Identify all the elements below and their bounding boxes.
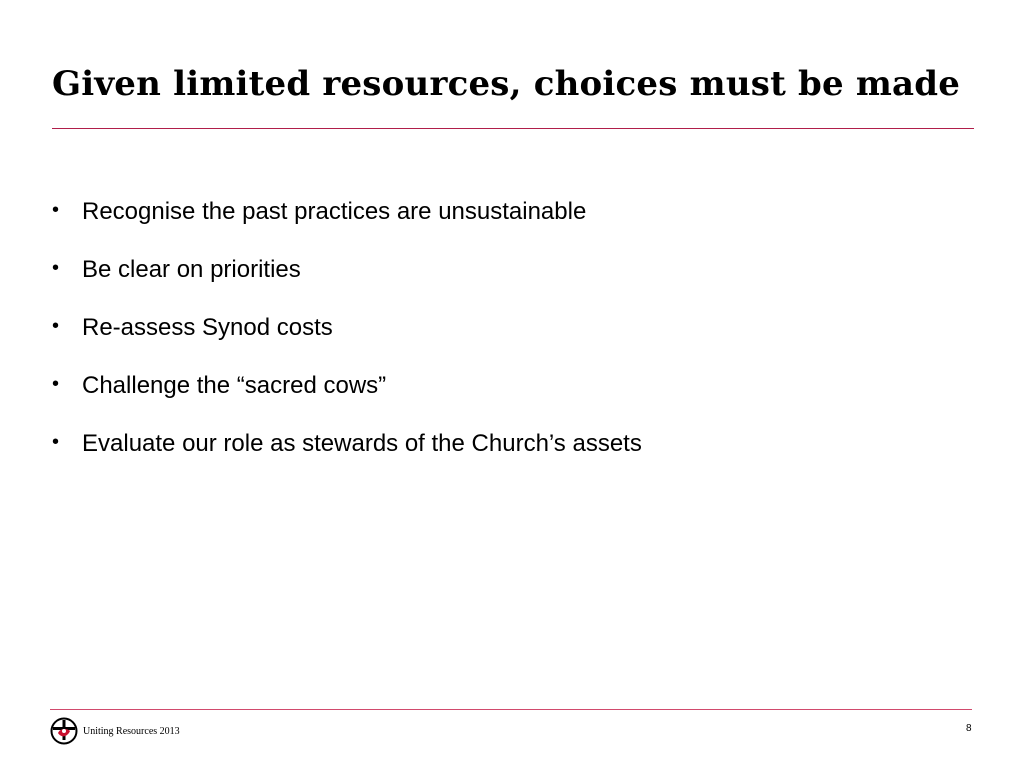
bullet-item	[52, 427, 642, 485]
bullet-text: Evaluate our role as stewards of the Church’s assets	[82, 430, 642, 457]
uniting-church-logo-icon	[50, 717, 78, 745]
bullet-icon: •	[52, 257, 60, 279]
bullet-item	[52, 369, 642, 427]
bullet-icon: •	[52, 431, 60, 453]
bullet-item	[52, 311, 642, 369]
footer-text: Uniting Resources 2013	[83, 726, 180, 737]
title-divider	[52, 128, 974, 129]
footer-divider	[50, 709, 972, 710]
bullet-icon: •	[52, 199, 60, 221]
bullet-text: Be clear on priorities	[82, 256, 301, 283]
bullet-list	[52, 195, 642, 485]
bullet-text: Recognise the past practices are unsustainable	[82, 198, 587, 225]
bullet-text: Challenge the “sacred cows”	[82, 372, 387, 399]
page-number: 8	[966, 723, 972, 734]
bullet-item	[52, 195, 642, 253]
bullet-icon: •	[52, 373, 60, 395]
slide-title: Given limited resources, choices must be made	[52, 64, 961, 104]
bullet-icon: •	[52, 315, 60, 337]
bullet-item	[52, 253, 642, 311]
bullet-text: Re-assess Synod costs	[82, 314, 333, 341]
